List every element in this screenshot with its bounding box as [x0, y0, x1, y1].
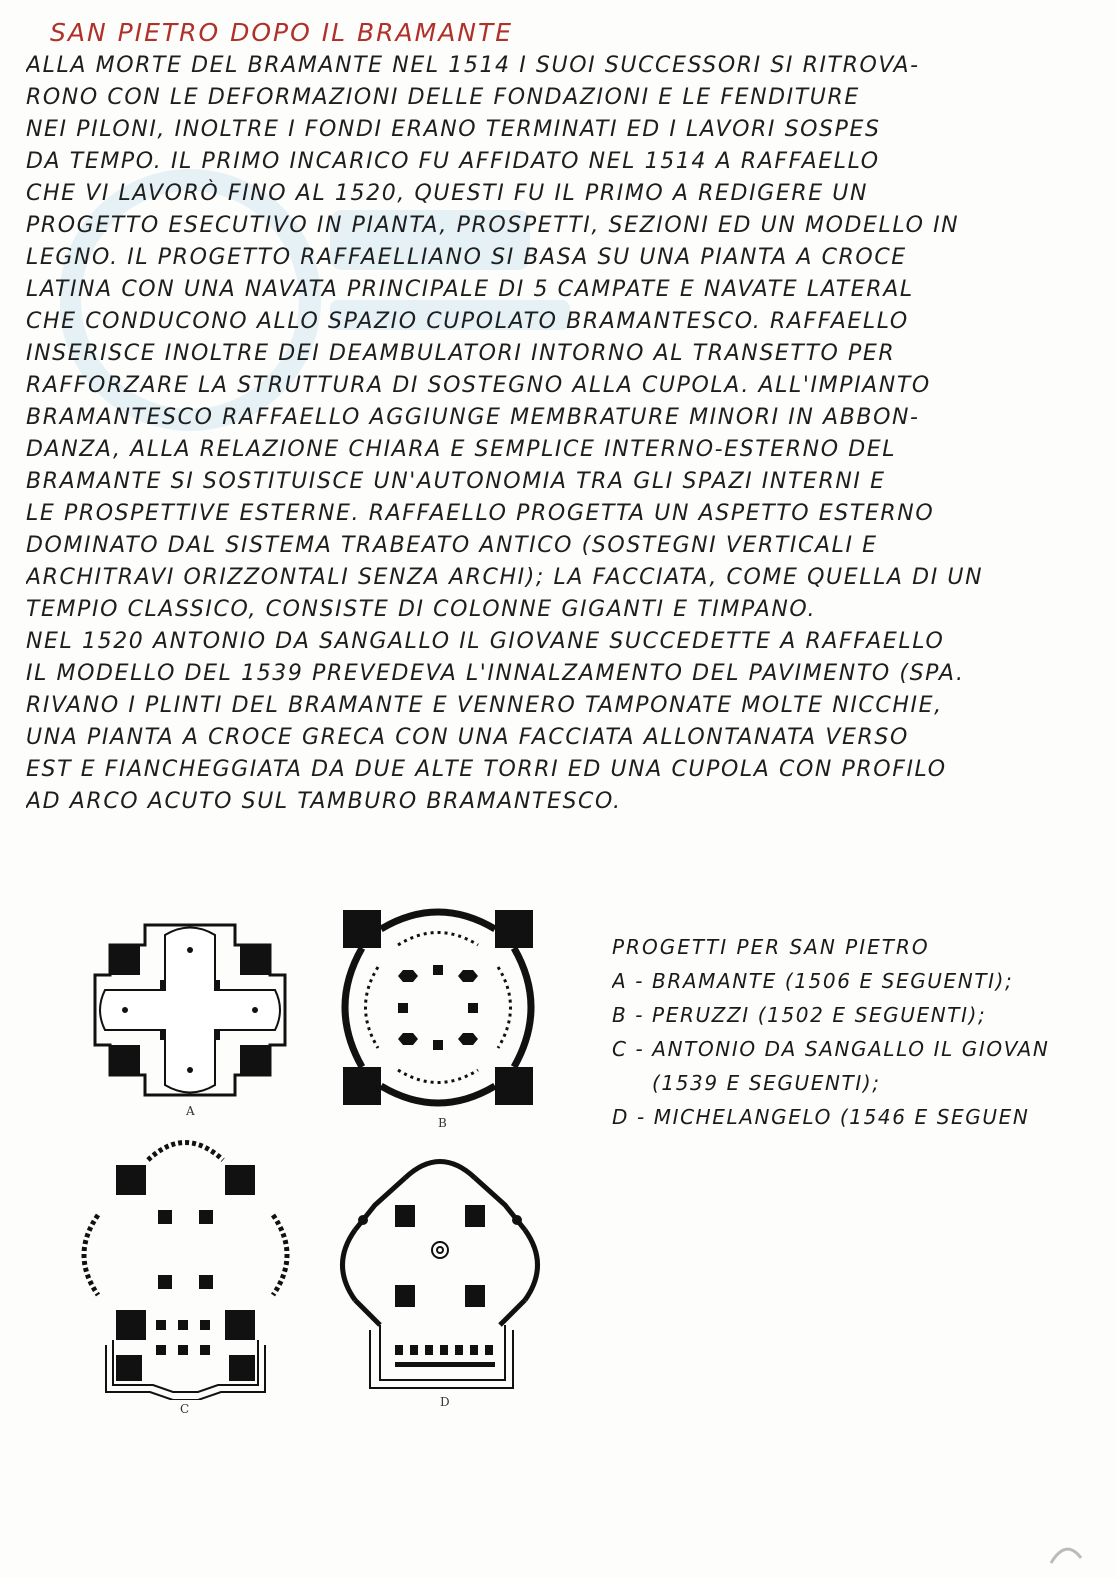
- plan-letter-c: C: [180, 1402, 190, 1416]
- text-line: RIVANO I PLINTI DEL BRAMANTE E VENNERO TAMPONATE MOLTE NICCHIE,: [26, 693, 943, 718]
- text-line: DA TEMPO. IL PRIMO INCARICO FU AFFIDATO NEL 1514 A RAFFAELLO: [26, 149, 880, 174]
- text-line: PROGETTO ESECUTIVO IN PIANTA, PROSPETTI, SEZIONI ED UN MODELLO IN: [26, 213, 960, 238]
- corner-logo-icon: [1046, 1538, 1086, 1568]
- legend-item-a: A - BRAMANTE (1506 E SEGUENTI);: [612, 969, 1014, 993]
- text-line: BRAMANTE SI SOSTITUISCE UN'AUTONOMIA TRA GLI SPAZI INTERNI E: [26, 469, 886, 494]
- plan-michelangelo-drawing: [335, 1150, 545, 1390]
- text-line: TEMPIO CLASSICO, CONSISTE DI COLONNE GIGANTI E TIMPANO.: [26, 597, 817, 622]
- text-line: DANZA, ALLA RELAZIONE CHIARA E SEMPLICE INTERNO-ESTERNO DEL: [26, 437, 897, 462]
- text-line: RAFFORZARE LA STRUTTURA DI SOSTEGNO ALLA CUPOLA. ALL'IMPIANTO: [26, 373, 931, 398]
- text-line: IL MODELLO DEL 1539 PREVEDEVA L'INNALZAMENTO DEL PAVIMENTO (SPA.: [26, 661, 965, 686]
- legend-progetti: [612, 930, 1112, 1134]
- plan-sangallo-drawing: [78, 1130, 293, 1400]
- text-line: RONO CON LE DEFORMAZIONI DELLE FONDAZIONI E LE FENDITURE: [26, 85, 860, 110]
- legend-item-c-dates: (1539 E SEGUENTI);: [652, 1071, 881, 1095]
- plan-letter-a: A: [186, 1104, 195, 1118]
- text-line: DOMINATO DAL SISTEMA TRABEATO ANTICO (SOSTEGNI VERTICALI E: [26, 533, 878, 558]
- text-line: NEI PILONI, INOLTRE I FONDI ERANO TERMINATI ED I LAVORI SOSPES: [26, 117, 881, 142]
- text-line: CHE VI LAVORÒ FINO AL 1520, QUESTI FU IL PRIMO A REDIGERE UN: [26, 181, 869, 206]
- text-line: ARCHITRAVI ORIZZONTALI SENZA ARCHI); LA FACCIATA, COME QUELLA DI UN: [26, 565, 984, 590]
- text-line: ALLA MORTE DEL BRAMANTE NEL 1514 I SUOI SUCCESSORI SI RITROVA-: [26, 53, 920, 78]
- text-line: NEL 1520 ANTONIO DA SANGALLO IL GIOVANE SUCCEDETTE A RAFFAELLO: [26, 629, 945, 654]
- legend-title: PROGETTI PER SAN PIETRO: [612, 935, 930, 959]
- plan-letter-d: D: [440, 1395, 450, 1409]
- text-line: LATINA CON UNA NAVATA PRINCIPALE DI 5 CAMPATE E NAVATE LATERAL: [26, 277, 914, 302]
- handwritten-text-body: [26, 50, 1096, 818]
- text-line: AD ARCO ACUTO SUL TAMBURO BRAMANTESCO.: [26, 789, 622, 814]
- legend-item-b: B - PERUZZI (1502 E SEGUENTI);: [612, 1003, 987, 1027]
- plan-peruzzi-drawing: [338, 905, 538, 1110]
- text-line: LEGNO. IL PROGETTO RAFFAELLIANO SI BASA SU UNA PIANTA A CROCE: [26, 245, 907, 270]
- legend-item-c: C - ANTONIO DA SANGALLO IL GIOVAN: [612, 1037, 1050, 1061]
- plan-bramante-drawing: [85, 915, 295, 1105]
- legend-item-d: D - MICHELANGELO (1546 E SEGUEN: [612, 1105, 1030, 1129]
- text-line: LE PROSPETTIVE ESTERNE. RAFFAELLO PROGETTA UN ASPETTO ESTERNO: [26, 501, 935, 526]
- text-line: UNA PIANTA A CROCE GRECA CON UNA FACCIATA ALLONTANATA VERSO: [26, 725, 909, 750]
- plan-letter-b: B: [438, 1116, 447, 1130]
- page-title: SAN PIETRO DOPO IL BRAMANTE: [50, 18, 514, 47]
- text-line: BRAMANTESCO RAFFAELLO AGGIUNGE MEMBRATURE MINORI IN ABBON-: [26, 405, 920, 430]
- text-line: INSERISCE INOLTRE DEI DEAMBULATORI INTORNO AL TRANSETTO PER: [26, 341, 896, 366]
- text-line: CHE CONDUCONO ALLO SPAZIO CUPOLATO BRAMANTESCO. RAFFAELLO: [26, 309, 909, 334]
- text-line: EST E FIANCHEGGIATA DA DUE ALTE TORRI ED UNA CUPOLA CON PROFILO: [26, 757, 947, 782]
